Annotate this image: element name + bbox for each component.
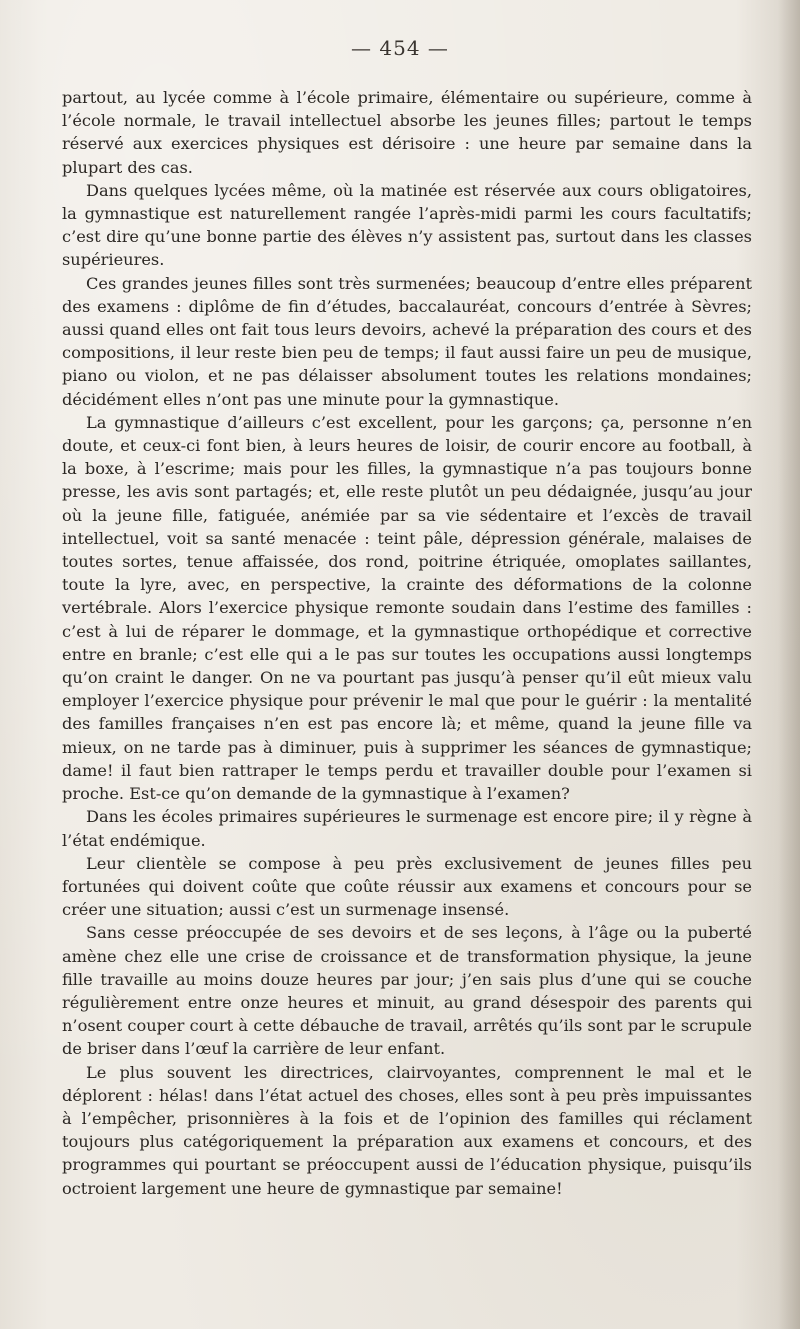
paragraph-1: partout, au lycée comme à l’école primaire, élémentaire ou supérieure, comme à l’école normale, le travail intellectuel absorbe les jeunes filles; partout le temps réservé aux exercices physiques est dérisoire : une heure par semaine dans la plupart des cas. [62, 88, 752, 177]
page-edge-shadow [778, 0, 800, 1329]
body-text [62, 86, 752, 1200]
paragraph-2: Dans quelques lycées même, où la matinée est réservée aux cours obligatoires, la gymnastique est naturellement rangée l’après-midi parmi les cours facultatifs; c’est dire qu’une bonne partie des élèves n’y assistent pas, surtout dans les classes supérieures. [62, 180, 752, 270]
paragraph-5: Dans les écoles primaires supérieures le surmenage est encore pire; il y règne à l’état endémique. [62, 807, 752, 850]
page-number: — 454 — [351, 36, 449, 60]
paragraph-8: Le plus souvent les directrices, clairvoyantes, comprennent le mal et le déplorent : hélas! dans l’état actuel des choses, elles sont à peu près impuissantes à l’empêcher, prisonnières à la fois et de l’opinion des familles qui réclament toujours plus catégoriquement la préparation aux examens et concours, et des programmes qui pourtant se préoccupent aussi de l’éducation physique, puisqu’ils octroient largement une heure de gymnastique par semaine! [62, 1062, 752, 1198]
paragraph-7: Sans cesse préoccupée de ses devoirs et de ses leçons, à l’âge ou la puberté amène chez elle une crise de croissance et de transformation physique, la jeune fille travaille au moins douze heures par jour; j’en sais plus d’une qui se couche régulièrement entre onze heures et minuit, au grand désespoir des parents qui n’osent couper court à cette débauche de travail, arrêtés qu’ils sont par le scrupule de briser dans l’œuf la carrière de leur enfant. [62, 923, 752, 1059]
paragraph-4: La gymnastique d’ailleurs c’est excellent, pour les garçons; ça, personne n’en doute, et ceux-ci font bien, à leurs heures de loisir, de courir encore au football, à la boxe, à l’escrime; mais pour les filles, la gymnastique n’a pas toujours bonne presse, les avis sont partagés; et, elle reste plutôt un peu dédaignée, jusqu’au jour où la jeune fille, fatiguée, anémiée par sa vie sédentaire et l’excès de travail intellectuel, voit sa santé menacée : teint pâle, dépression générale, malaises de toutes sortes, tenue affaissée, dos rond, poitrine étriquée, omoplates saillantes, toute la lyre, avec, en perspective, la crainte des déformations de la colonne vertébrale. Alors l’exercice physique remonte soudain dans l’estime des familles : c’est à lui de réparer le dommage, et la gymnastique orthopédique et corrective entre en branle; c’est elle qui a le pas sur toutes les occupations aussi longtemps qu’on craint le danger. On ne va pourtant pas jusqu’à penser qu’il eût mieux valu employer l’exercice physique pour prévenir le mal que pour le guérir : la mentalité des familles françaises n’en est pas encore là; et même, quand la jeune fille va mieux, on ne tarde pas à diminuer, puis à supprimer les séances de gymnastique; dame! il faut bien rattraper le temps perdu et travailler double pour l’examen si proche. Est-ce qu’on demande de la gymnastique à l’examen? [62, 412, 752, 804]
paragraph-3: Ces grandes jeunes filles sont très surmenées; beaucoup d’entre elles préparent des examens : diplôme de fin d’études, baccalauréat, concours d’entrée à Sèvres; aussi quand elles ont fait tous leurs devoirs, achevé la préparation des cours et des compositions, il leur reste bien peu de temps; il faut aussi faire un peu de musique, piano ou violon, et ne pas délaisser absolument toutes les relations mondaines; décidément elles n’ont pas une minute pour la gymnastique. [62, 273, 752, 409]
paragraph-6: Leur clientèle se compose à peu près exclusivement de jeunes filles peu fortunées qui doivent coûte que coûte réussir aux examens et concours pour se créer une situation; aussi c’est un surmenage insensé. [62, 853, 752, 920]
